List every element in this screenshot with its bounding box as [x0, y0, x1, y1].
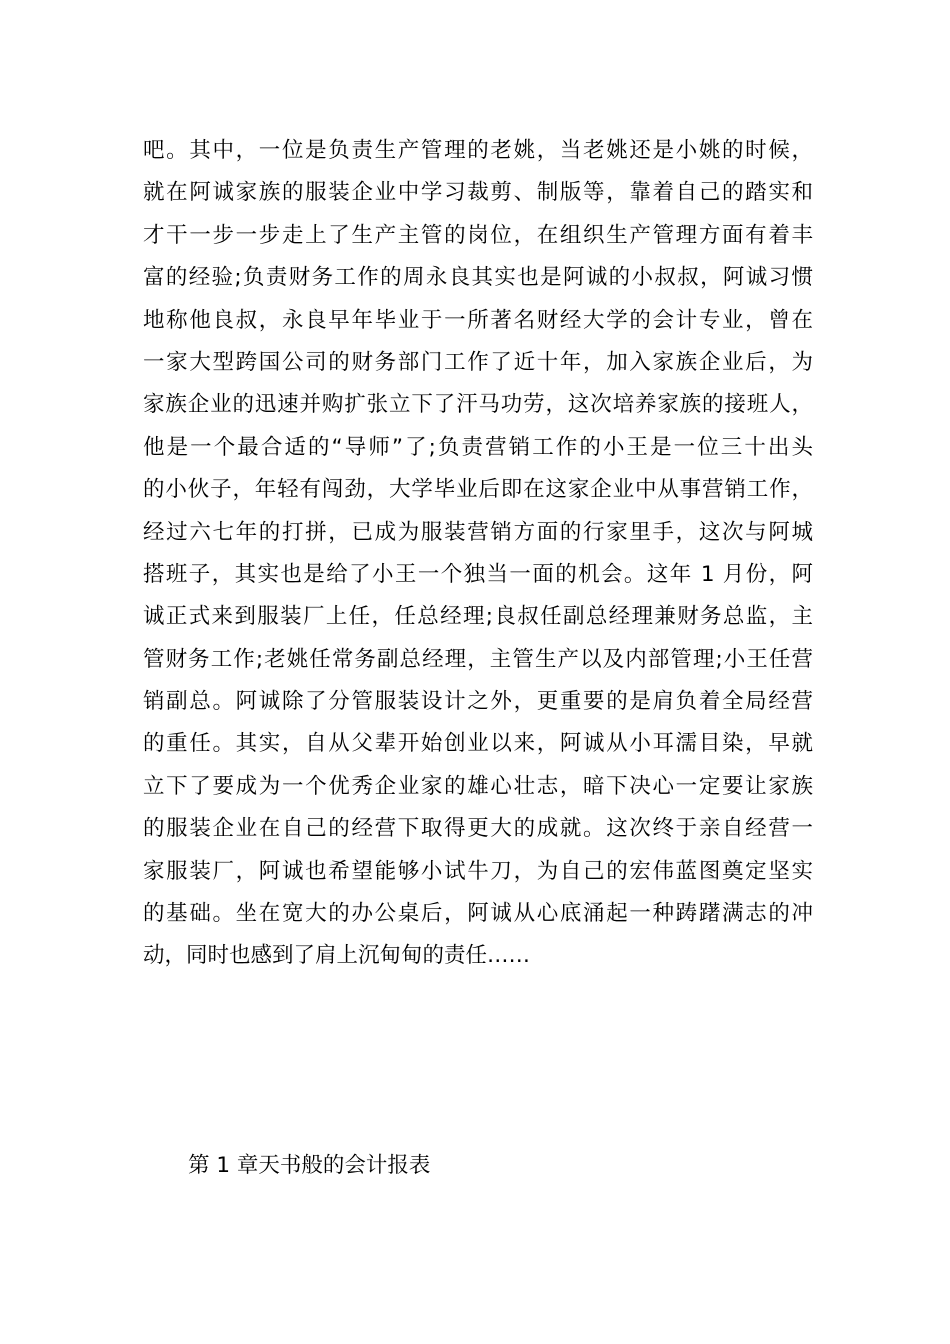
text-line: 管财务工作;老姚任常务副总经理，主管生产以及内部管理;小王任营 — [143, 646, 813, 672]
text-line: 就在阿诚家族的服装企业中学习裁剪、制版等，靠着自己的踏实和 — [143, 180, 813, 206]
text-line: 地称他良叔，永良早年毕业于一所著名财经大学的会计专业，曾在 — [143, 307, 813, 333]
text-line: 的重任。其实，自从父辈开始创业以来，阿诚从小耳濡目染，早就 — [143, 731, 813, 757]
text-line: 经过六七年的打拼，已成为服装营销方面的行家里手，这次与阿城 — [143, 519, 813, 545]
text-line: 家服装厂，阿诚也希望能够小试牛刀，为自己的宏伟蓝图奠定坚实 — [143, 858, 813, 884]
text-line: 诚正式来到服装厂上任，任总经理;良叔任副总经理兼财务总监，主 — [143, 604, 813, 630]
text-line: 他是一个最合适的“导师”了;负责营销工作的小王是一位三十出头 — [143, 434, 813, 460]
text-line: 家族企业的迅速并购扩张立下了汗马功劳，这次培养家族的接班人， — [143, 392, 813, 418]
text-line: 一家大型跨国公司的财务部门工作了近十年，加入家族企业后，为 — [143, 349, 813, 375]
text-line: 的基础。坐在宽大的办公桌后，阿诚从心底涌起一种踌躇满志的冲 — [143, 901, 813, 927]
text-line: 富的经验;负责财务工作的周永良其实也是阿诚的小叔叔，阿诚习惯 — [143, 265, 813, 291]
text-line: 才干一步一步走上了生产主管的岗位，在组织生产管理方面有着丰 — [143, 222, 813, 248]
body-paragraph — [143, 130, 813, 978]
text-line: 搭班子，其实也是给了小王一个独当一面的机会。这年 1 月份，阿 — [143, 561, 813, 587]
text-line: 销副总。阿诚除了分管服装设计之外，更重要的是肩负着全局经营 — [143, 689, 813, 715]
text-line: 立下了要成为一个优秀企业家的雄心壮志，暗下决心一定要让家族 — [143, 773, 813, 799]
text-line: 的服装企业在自己的经营下取得更大的成就。这次终于亲自经营一 — [143, 816, 813, 842]
text-line: 动，同时也感到了肩上沉甸甸的责任…… — [143, 943, 531, 969]
text-line: 的小伙子，年轻有闯劲，大学毕业后即在这家企业中从事营销工作， — [143, 477, 813, 503]
chapter-heading: 第 1 章天书般的会计报表 — [188, 1153, 431, 1178]
text-line: 吧。其中，一位是负责生产管理的老姚，当老姚还是小姚的时候， — [143, 138, 813, 163]
